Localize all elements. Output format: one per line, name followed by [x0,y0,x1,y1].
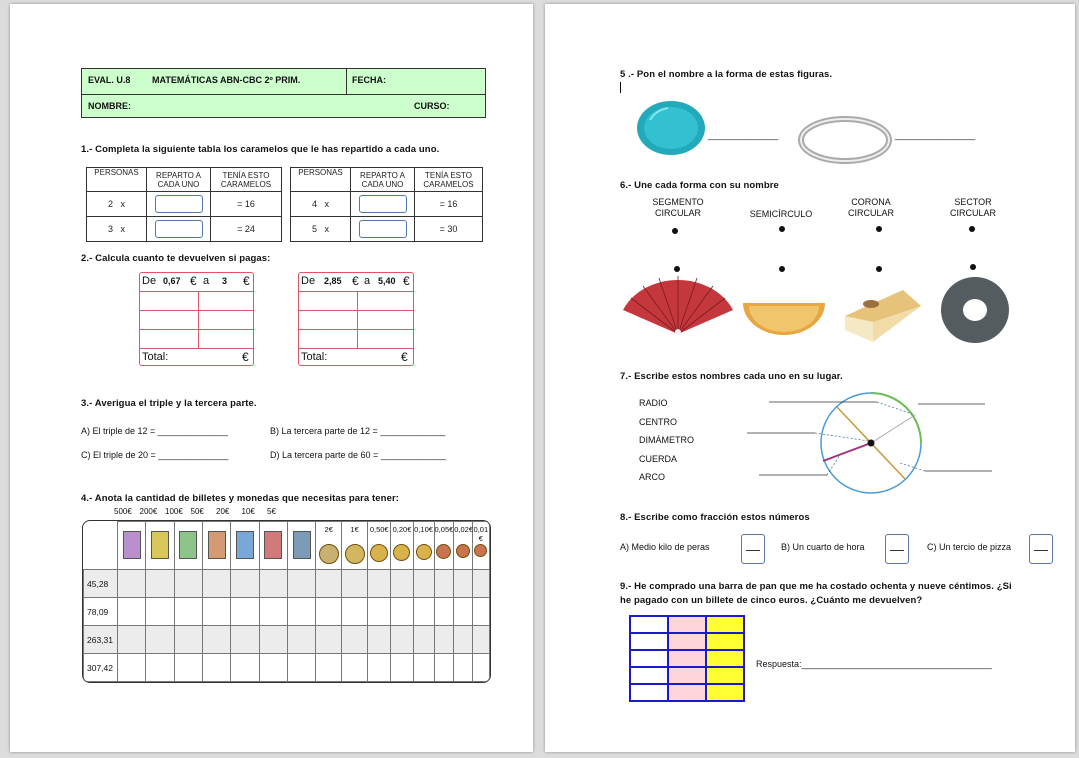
shape-name-semicirculo: SEMICÍRCULO [749,209,813,219]
match-dot[interactable] [779,266,785,272]
worksheet-page-1 [10,4,533,752]
bill-label: 200€ [139,507,158,516]
coin-icon [416,544,432,560]
q8-title: 8.- Escribe como fracción estos números [620,512,810,523]
money-cell[interactable] [118,654,146,682]
banknote-icon [123,531,141,559]
money-cell[interactable] [434,654,454,682]
money-cell[interactable] [231,626,259,654]
coin-icon [436,544,451,559]
money-cell[interactable] [118,626,146,654]
q8-item-c: C) Un tercio de pizza [927,542,1012,552]
money-cell[interactable] [454,626,472,654]
money-cell[interactable] [259,570,287,598]
answer-input[interactable] [155,220,203,238]
q5-blank-1[interactable]: ______________ [708,130,779,140]
fraction-input-b[interactable] [885,534,909,564]
money-cell[interactable] [472,598,489,626]
money-cell[interactable] [391,654,413,682]
answer-input[interactable] [359,195,407,213]
banknote-icon [179,531,197,559]
money-cell[interactable] [118,570,146,598]
answer-input[interactable] [359,220,407,238]
table-row: 263,31 [84,626,490,654]
coin-icon [456,544,470,558]
bill-label: 500€ [114,507,132,516]
match-dot[interactable] [876,266,882,272]
q3-item-b[interactable]: B) La tercera parte de 12 = _____________ [270,426,446,436]
semicircle-biscuit-image [741,298,827,338]
money-cell[interactable] [118,598,146,626]
money-cell[interactable] [174,626,202,654]
q9-title-line-2: he pagado con un billete de cinco euros. ¿Cuánto me devuelven? [620,595,923,606]
coin-label: 0,01 € [473,525,489,543]
banknote-icon [236,531,254,559]
bill-label: 10€ [241,507,255,516]
money-cell[interactable] [342,570,368,598]
q3-title: 3.- Averigua el triple y la tercera parte. [81,398,257,409]
q8-item-a: A) Medio kilo de peras [620,542,710,552]
money-cell[interactable] [413,598,434,626]
coin-icon [474,544,487,557]
plate-image [636,100,706,156]
money-cell[interactable] [316,654,342,682]
money-table [83,521,490,682]
money-cell[interactable] [454,570,472,598]
coin-label: 1€ [350,525,359,534]
money-cell[interactable] [231,598,259,626]
bill-label: 100€ [165,507,183,516]
money-cell[interactable] [174,598,202,626]
money-cell[interactable] [287,598,315,626]
q9-answer-line[interactable]: Respuesta:______________________________________ [756,659,992,669]
fraction-input-c[interactable] [1029,534,1053,564]
table-row: 307,42 [84,654,490,682]
q5-title: 5 .- Pon el nombre a la forma de estas figuras. [620,69,833,80]
money-cell[interactable] [391,598,413,626]
table-row: 78,09 [84,598,490,626]
money-cell[interactable] [472,570,489,598]
washer-ring-image [940,276,1010,344]
coin-icon [393,544,410,561]
q1-table-right: PERSONAS REPARTO A CADA UNO TENÍA ESTO CARAMELOS 4 x = 16 5 x = 30 [290,167,483,242]
money-cell[interactable] [368,598,391,626]
match-dot[interactable] [672,228,678,234]
coin-label: 0,10€ [414,525,433,534]
banknote-icon [293,531,311,559]
q4-title: 4.- Anota la cantidad de billetes y monedas que necesitas para tener: [81,493,400,504]
money-cell[interactable] [202,598,230,626]
banknote-icon [208,531,226,559]
coin-label: 0,05€ [434,525,454,534]
money-cell[interactable] [454,654,472,682]
q3-item-a[interactable]: A) El triple de 12 = ______________ [81,426,228,436]
bill-label: 50€ [190,507,204,516]
q1-table-left: PERSONAS REPARTO A CADA UNO TENÍA ESTO CARAMELOS 2 x = 16 3 x = 24 [86,167,282,242]
q7-title: 7.- Escribe estos nombres cada uno en su lugar. [620,371,843,382]
q8-item-b: B) Un cuarto de hora [781,542,865,552]
ring-image [797,115,893,165]
bill-label: 20€ [216,507,230,516]
exam-header [81,68,486,118]
worksheet-page-2 [545,4,1075,752]
banknote-icon [264,531,282,559]
change-box-b[interactable]: De 2,85 € a 5,40 € Total: € [298,272,414,366]
money-cell[interactable] [316,598,342,626]
money-cell[interactable] [472,654,489,682]
coin-label: 2€ [324,525,333,534]
coin-icon [345,544,365,564]
match-dot[interactable] [970,264,976,270]
money-cell[interactable] [146,570,174,598]
money-table-frame [82,520,491,683]
money-cell[interactable] [434,626,454,654]
q2-title: 2.- Calcula cuanto te devuelven si pagas: [81,253,271,264]
fraction-input-a[interactable] [741,534,765,564]
money-cell[interactable] [316,570,342,598]
money-cell[interactable] [391,626,413,654]
q3-item-c[interactable]: C) El triple de 20 = ______________ [81,450,229,460]
circle-parts-diagram[interactable] [745,389,1005,501]
money-cell[interactable] [259,598,287,626]
coin-label: 0,02€ [454,525,473,534]
money-cell[interactable] [342,654,368,682]
money-cell[interactable] [287,654,315,682]
money-cell[interactable] [202,570,230,598]
money-cell[interactable] [259,654,287,682]
q1-title: 1.- Completa la siguiente tabla los caramelos que le has repartido a cada uno. [81,144,440,155]
money-cell[interactable] [434,598,454,626]
course-field[interactable]: CURSO: [414,101,450,111]
shape-name-segmento: SEGMENTO CIRCULAR [652,197,704,218]
money-cell[interactable] [342,626,368,654]
q6-title: 6.- Une cada forma con su nombre [620,180,779,191]
money-cell[interactable] [472,626,489,654]
money-cell[interactable] [146,598,174,626]
fan-image [621,272,735,338]
cheesecake-slice-image [843,284,923,346]
money-cell[interactable] [368,626,391,654]
money-cell[interactable] [231,570,259,598]
q5-blank-2[interactable]: ________________ [895,130,976,140]
bill-labels [114,507,304,517]
money-cell[interactable] [259,626,287,654]
table-row: 45,28 [84,570,490,598]
money-cell[interactable] [434,570,454,598]
coin-icon [319,544,339,564]
q3-item-d[interactable]: D) La tercera parte de 60 = _____________ [270,450,446,460]
money-cell[interactable] [368,654,391,682]
money-cell[interactable] [174,654,202,682]
date-field[interactable]: FECHA: [352,75,386,85]
match-dot[interactable] [969,226,975,232]
bill-label: 5€ [267,507,276,516]
money-cell[interactable] [413,654,434,682]
coin-label: 0,20€ [392,525,412,534]
money-cell[interactable] [202,626,230,654]
money-cell[interactable] [231,654,259,682]
money-cell[interactable] [316,626,342,654]
shape-name-sector: SECTOR CIRCULAR [949,197,996,218]
money-cell[interactable] [146,654,174,682]
money-cell[interactable] [413,626,434,654]
coin-label: 0,50€ [369,525,389,534]
change-box-a[interactable]: De 0,67 € a 3 € Total: € [139,272,254,366]
q9-title-line-1: 9.- He comprado una barra de pan que me ha costado ochenta y nueve céntimos. ¿Si [620,581,1012,592]
money-cell[interactable] [368,570,391,598]
answer-input[interactable] [155,195,203,213]
text-cursor [620,82,621,93]
money-cell[interactable] [391,570,413,598]
money-cell[interactable] [342,598,368,626]
circle-terms-list: RADIO CENTRO DIMÁMETRO CUERDA ARCO [639,398,694,482]
match-dot[interactable] [876,226,882,232]
money-cell[interactable] [287,626,315,654]
banknote-icon [151,531,169,559]
money-cell[interactable] [174,570,202,598]
subject-label: MATEMÁTICAS ABN-CBC 2º PRIM. [152,75,301,85]
money-cell[interactable] [202,654,230,682]
eval-label: EVAL. U.8 [88,75,131,85]
money-cell[interactable] [454,598,472,626]
q9-operation-grid[interactable] [629,615,745,702]
match-dot[interactable] [779,226,785,232]
shape-name-corona: CORONA CIRCULAR [847,197,894,218]
name-field[interactable]: NOMBRE: [88,101,131,111]
money-cell[interactable] [413,570,434,598]
coin-icon [370,544,388,562]
money-cell[interactable] [146,626,174,654]
money-cell[interactable] [287,570,315,598]
